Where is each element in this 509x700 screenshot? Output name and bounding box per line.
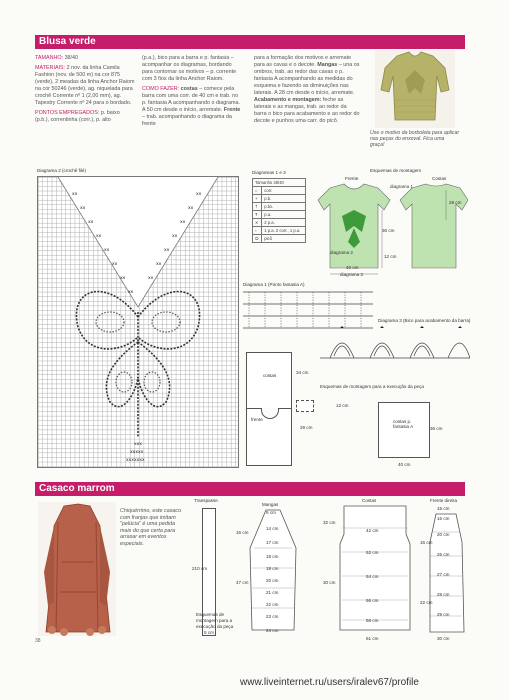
dim-5: 5 cm [204,630,214,635]
legend-row: p.b. [262,195,306,203]
legend-table: Tamanho 38/40 ○ corr. + p.b. † p.bx. Ŧ p.a. ✕ 2 p.a. ▫ 1 p.a. 2 corr., 1 p.a. ⵔ picô [252,178,306,243]
costas-dim: 56 cm [366,598,379,603]
frente-dim: 27 cm [437,572,450,577]
col2-text: (p.a.), bico para a barra e p. fantasia – acompanhar os diagramas, bordando para contornar os motivos – p. corrente com 3 fios da linha Anchor Raiom. [142,55,237,82]
piece-costas: Costas [362,498,377,503]
costas-piece [246,352,292,410]
diagram1-label-a: diagrama 1 [390,184,413,189]
mangas-dim: 22 cm [266,602,279,607]
schema-costas-label: Costas [432,176,447,181]
diagram3-edging-chart [320,326,470,362]
svg-text:xx: xx [120,276,126,281]
dim-40: 40 cm [346,265,359,270]
section-header-casaco [35,482,465,496]
svg-text:xxxxx: xxxxx [130,450,144,455]
legend-row: corr. [262,187,306,195]
costas-coat-piece [338,504,412,634]
section-header-blusa [35,35,465,49]
diagram2-title: Diagrama 2 (crochê filé) [37,168,87,173]
diagram3-title: Diagrama 3 (Bico para acabamento da barra) [378,318,471,323]
how-text: – comece pela barra com uma corr. de 40 cm e trab. no p. fantasia A acompanhando o diagrama. A 50 cm desde o início, arremate. [142,86,240,113]
mangas-text: – una os ombros, trab. ao redor das cavas o p. fantasia A acompanhando as medidas do esquema e fazendo as diminuições nas laterais. A 28 cm desde o início, arremate. [254,62,360,96]
svg-text:xx: xx [80,206,86,211]
how-frente: Frente [223,107,241,113]
brown-coat-photo [38,502,116,636]
mangas-dim: 19 cm [266,566,279,571]
coat-caption: Chiquérrimo, este casaco com franjas que imitam "pelúcia" é uma pedida mais do que certa para arrasar em eventos especiais. [120,508,182,547]
costas-dim: 61 cm [366,636,379,641]
svg-text:xx: xx [188,206,194,211]
schema-frente-label: Frente [345,176,359,181]
mangas-dim: 24 cm [266,628,279,633]
filet-chart-grid [37,176,239,468]
legend-size: Tamanho 38/40 [253,179,306,187]
svg-text:xx: xx [88,220,94,225]
mangas-dim: 21 cm [266,590,279,595]
dim-40b: 40 cm [398,462,411,467]
frente-dim: 30 cm [437,636,450,641]
frente-dim: 16 cm [437,516,450,521]
mangas-dim: 17 cm [266,540,279,545]
svg-text:xx: xx [172,234,178,239]
svg-text:xx: xx [104,248,110,253]
how-label: COMO FAZER: [142,86,180,92]
page-number: 38 [35,638,41,644]
watermark: www.liveinternet.ru/users/iralev67/profile [240,677,419,688]
mangas-dim: 18 cm [266,554,279,559]
mangas-dim: 9 cm [266,510,276,515]
schema2-title: Esquemas de montagem para a execução da peça [320,384,424,389]
svg-text:xx: xx [72,192,78,197]
frente-dim: 26 cm [437,552,450,557]
frente-dim: 15 cm [437,506,450,511]
mangas-dim: 14 cm [266,526,279,531]
dim-30: 30 cm [323,580,336,585]
small-piece [296,400,314,412]
diagram2-label: diagrama 2 [330,250,353,255]
dim-16b: 16 cm [420,540,433,545]
instructions-column-1 [142,55,242,128]
section-title: Blusa verde [39,36,96,47]
costas-dim: 58 cm [366,618,379,623]
dim-36b: 36 cm [430,426,443,431]
mangas-dim: 20 cm [266,578,279,583]
dim-28: 28 cm [449,200,462,205]
legend-row: 2 p.a. [262,219,306,227]
section2-title: Casaco marrom [39,483,115,494]
svg-text:xx: xx [180,220,186,225]
legend-row: picô [262,235,306,243]
legend-row: p.a. [262,211,306,219]
costas-dim: 52 cm [366,550,379,555]
instructions-column-2 [254,55,360,125]
dim-16: 16 cm [236,530,249,535]
materials-text: 2 nov. da linha Camila Fashion (nov. de 500 m) na cor 875 (verde), 2 meadas da linha Anchor Raiom na cor 50246 (verde), ag. niquelada para crochê Corrente nº 1 (2,00 mm), ag. Tapestry Corrente nº 24 para o bordado. [35,65,135,106]
acab-text: feche as laterais e as mangas, trab. ao redor da barra o bico para acabamento e ao redor do decote e punhos uma carr. do picô. [254,97,360,124]
svg-text:xx: xx [112,262,118,267]
diagram3-label: diagrama 3 [340,272,363,277]
dim-29: 29 cm [300,425,313,430]
materials-label: MATERIAIS: [35,65,66,71]
svg-text:xx: xx [164,248,170,253]
dim-12: 12 cm [384,254,397,259]
svg-text:xx: xx [196,192,202,197]
dim-36: 36 cm [382,228,395,233]
coat-schema-label: Esquemas de montagem para a execução da peça [196,612,234,629]
svg-text:xx: xx [156,262,162,267]
stitches-label: PONTOS EMPREGADOS: [35,110,100,116]
mangas-dim: 23 cm [266,614,279,619]
frente-piece-label: frente [251,417,263,422]
costas-piece-label: costas [263,373,277,378]
svg-text:xx: xx [148,276,154,281]
piece-mangas: Mangas [262,502,279,507]
frente-dim: 29 cm [437,612,450,617]
costas-dim: 42 cm [366,528,379,533]
how-costas: costas [180,86,198,92]
materials-column [35,55,135,124]
dim-210: 210 cm [192,566,208,571]
frente-piece [246,408,292,466]
size-label: TAMANHO: [35,55,64,61]
size-value: 38/40 [64,55,79,61]
costas-pf-piece [378,402,430,458]
green-blouse-caption: Use o motivo da borboleta para aplicar nas peças do enxoval. Fica uma graça! [370,130,460,148]
piece-transpasse: Transpasse [194,498,218,503]
legend-row: 1 p.a. 2 corr., 1 p.a. [262,227,306,235]
svg-text:xxxxxxx: xxxxxxx [126,458,145,463]
dim-34: 34 cm [296,370,309,375]
dim-47: 47 cm [236,580,249,585]
schema-title: Esquemas de montagem [370,168,422,173]
costas-pf-label: costas p. fantasia A [393,419,414,429]
svg-text:xx: xx [128,290,134,295]
dim-22: 22 cm [420,600,433,605]
col3-text: para a formação dos motivos e arremate para as cavas e o decote. [254,55,352,68]
dim-32: 32 cm [323,520,336,525]
mangas-label: Mangas [317,62,338,68]
svg-text:xxx: xxx [134,442,142,447]
diagram1-title: Diagrama 1 (Ponto fantasia A) [243,282,305,287]
svg-text:xx: xx [96,234,102,239]
frente-dim: 20 cm [437,532,450,537]
acab-label: Acabamento e montagem: [254,97,322,103]
legend-row: p.bx. [262,203,306,211]
legend-title: Diagramas 1 e 3 [252,170,286,175]
piece-frente-direita: Frente direita [430,498,458,503]
how-frente-text: – trab. acompanhando o diagrama da frente [142,114,232,127]
stitches-text: p. baixo (p.b.), correntinha (corr.), p. alto [35,110,120,123]
dim-12b: 12 cm [336,403,349,408]
green-blouse-photo [375,50,455,128]
frente-dim: 28 cm [437,592,450,597]
costas-dim: 54 cm [366,574,379,579]
